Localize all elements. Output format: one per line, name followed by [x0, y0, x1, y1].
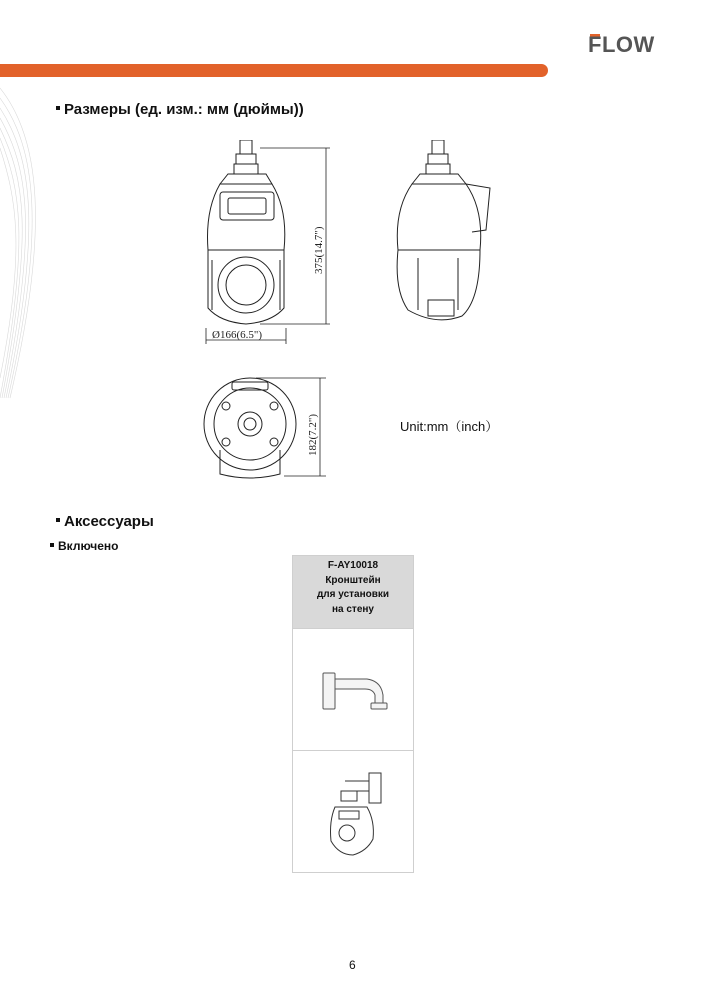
dimensions-heading: [56, 101, 304, 118]
camera-front-view-drawing: [190, 140, 340, 355]
height-dimension-label: 375(14.7"): [313, 226, 325, 274]
page-number: 6: [349, 958, 356, 972]
camera-side-view-drawing: [388, 140, 498, 330]
mounted-camera-image: [293, 751, 413, 871]
decorative-swirl: [0, 78, 60, 408]
brand-logo-text: FLOW: [588, 32, 655, 56]
accessory-bracket-image-cell: [293, 628, 413, 750]
bottom-dimension-label: 182(7.2"): [307, 413, 319, 456]
dimensions-title: Размеры (ед. изм.: мм (дюймы)): [64, 101, 304, 118]
header-accent-bar: [0, 64, 548, 77]
unit-note: Unit:mm（inch）: [400, 419, 499, 434]
accessory-model: F-AY10018: [327, 560, 379, 571]
camera-bottom-view-drawing: [196, 372, 336, 492]
included-heading: [50, 539, 118, 553]
accessory-name-line: Кронштейн: [325, 574, 381, 586]
wall-bracket-image: [293, 629, 413, 749]
accessories-title: Аксессуары: [64, 513, 154, 530]
bullet-icon: [56, 106, 60, 110]
accessory-header: [293, 556, 413, 628]
diameter-dimension-label: Ø166(6.5"): [212, 329, 263, 341]
accessory-name-line: для установки: [316, 589, 390, 600]
bullet-icon: [50, 543, 54, 547]
accessory-mounted-image-cell: [293, 750, 413, 872]
bullet-icon: [56, 518, 60, 522]
accessory-name-line: на стену: [331, 603, 374, 615]
accessories-heading: [56, 513, 154, 530]
brand-logo: [588, 30, 674, 56]
accessory-table: [292, 555, 414, 873]
included-label: Включено: [58, 539, 119, 553]
